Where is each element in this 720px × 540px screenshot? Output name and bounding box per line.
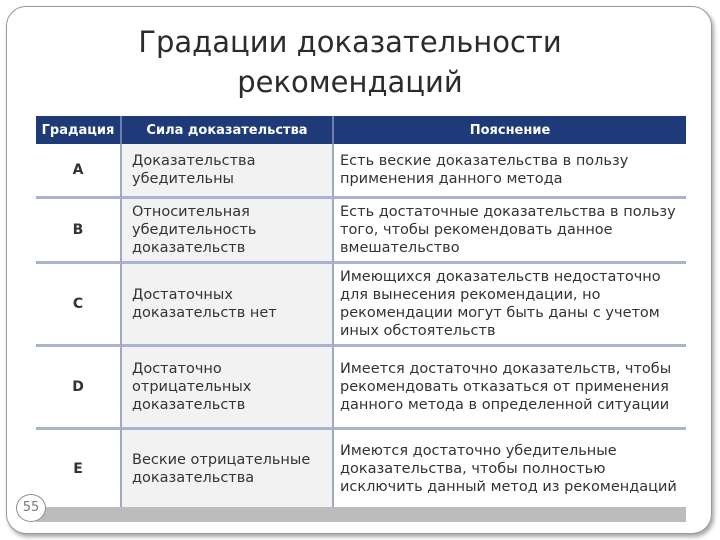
explanation-cell: Имеются достаточно убедительные доказательства, чтобы полностью исключить данный метод из рекомендаций — [334, 430, 686, 507]
table-header-row — [36, 116, 686, 144]
explanation-cell: Имеется достаточно доказательств, чтобы рекомендовать отказаться от применения данного метода в определенной ситуации — [334, 347, 686, 430]
explanation-cell: Имеющихся доказательств недостаточно для вынесения рекомендации, но рекомендации могут быть даны с учетом иных обстоятельств — [334, 264, 686, 347]
strength-cell: Достаточных доказательств нет — [122, 264, 334, 347]
strength-cell: Относительная убедительность доказательств — [122, 199, 334, 264]
evidence-grades-table — [36, 116, 686, 522]
table-row — [36, 347, 686, 430]
table-row — [36, 199, 686, 264]
table-row — [36, 144, 686, 199]
grade-cell: E — [36, 430, 122, 507]
explanation-cell: Есть веские доказательства в пользу применения данного метода — [334, 144, 686, 199]
grade-cell: A — [36, 144, 122, 199]
grade-cell: D — [36, 347, 122, 430]
explanation-cell: Есть достаточные доказательства в пользу того, чтобы рекомендовать данное вмешательство — [334, 199, 686, 264]
header-explanation: Пояснение — [334, 116, 686, 144]
grade-cell: C — [36, 264, 122, 347]
grade-cell: B — [36, 199, 122, 264]
table-row — [36, 430, 686, 507]
page-title — [100, 22, 600, 102]
title-line-2: рекомендаций — [237, 65, 463, 99]
strength-cell: Доказательства убедительны — [122, 144, 334, 199]
header-grade: Градация — [36, 116, 122, 144]
title-line-1: Градации доказательности — [138, 25, 562, 59]
page-number-badge: 55 — [16, 494, 46, 522]
strength-cell: Достаточно отрицательных доказательств — [122, 347, 334, 430]
table-row — [36, 264, 686, 347]
header-strength: Сила доказательства — [122, 116, 334, 144]
strength-cell: Веские отрицательные доказательства — [122, 430, 334, 507]
